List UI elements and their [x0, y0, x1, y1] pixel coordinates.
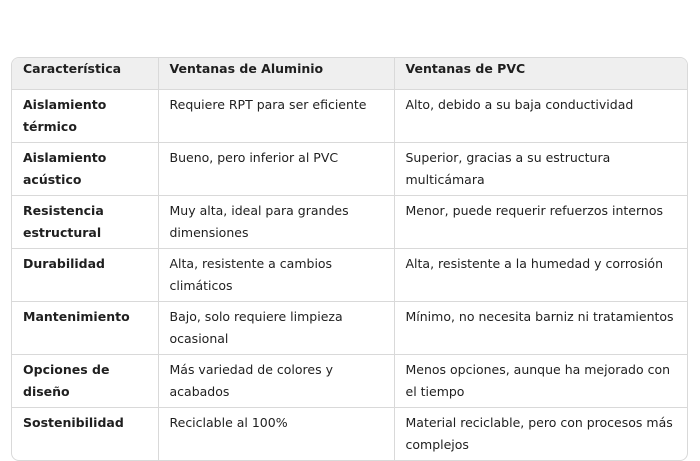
- table-row: [12, 301, 687, 354]
- table-header-row: [12, 58, 687, 89]
- row-aluminum-value: Requiere RPT para ser eficiente: [158, 89, 394, 142]
- row-pvc-value: Superior, gracias a su estructura multicámara: [394, 142, 687, 195]
- row-feature: Aislamiento térmico: [12, 89, 158, 142]
- row-pvc-value: Alta, resistente a la humedad y corrosión: [394, 248, 687, 301]
- row-pvc-value: Mínimo, no necesita barniz ni tratamientos: [394, 301, 687, 354]
- row-aluminum-value: Más variedad de colores y acabados: [158, 354, 394, 407]
- table-row: [12, 89, 687, 142]
- row-aluminum-value: Muy alta, ideal para grandes dimensiones: [158, 195, 394, 248]
- header-aluminum: Ventanas de Aluminio: [158, 58, 394, 89]
- row-pvc-value: Material reciclable, pero con procesos más complejos: [405, 414, 673, 452]
- row-feature: Resistencia estructural: [12, 195, 158, 248]
- row-feature: Sostenibilidad: [12, 407, 158, 460]
- row-aluminum-value: Alta, resistente a cambios climáticos: [158, 248, 394, 301]
- row-feature: Aislamiento acústico: [12, 142, 158, 195]
- row-aluminum-value: Bueno, pero inferior al PVC: [158, 142, 394, 195]
- table-row: [12, 248, 687, 301]
- row-aluminum-value: Bajo, solo requiere limpieza ocasional: [158, 301, 394, 354]
- table-row: [12, 407, 687, 460]
- header-characteristic: Característica: [12, 58, 158, 89]
- row-pvc-value: Menos opciones, aunque ha mejorado con el tiempo: [394, 354, 687, 407]
- table-row: [12, 195, 687, 248]
- row-pvc-value: Menor, puede requerir refuerzos internos: [394, 195, 687, 248]
- row-pvc-value: Alto, debido a su baja conductividad: [394, 89, 687, 142]
- table-row: [12, 354, 687, 407]
- comparison-table: [12, 58, 687, 460]
- table-row: [12, 142, 687, 195]
- row-feature: Opciones de diseño: [12, 354, 158, 407]
- comparison-table-container: [11, 57, 688, 461]
- header-pvc: Ventanas de PVC: [394, 58, 687, 89]
- row-feature: Mantenimiento: [12, 301, 158, 354]
- row-aluminum-value: Reciclable al 100%: [158, 407, 394, 460]
- row-feature: Durabilidad: [12, 248, 158, 301]
